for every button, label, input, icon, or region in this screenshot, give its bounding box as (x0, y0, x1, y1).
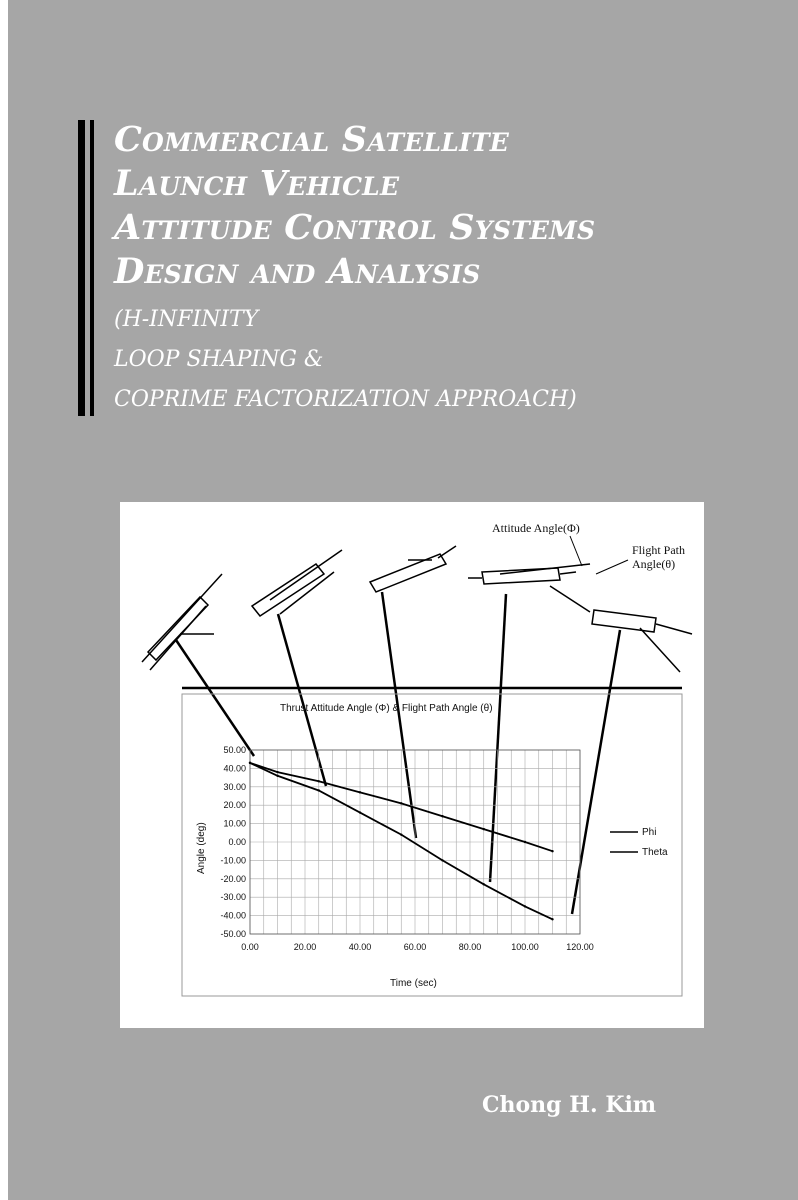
title-line-1: Commercial Satellite (114, 119, 510, 160)
chart-title: Thrust Attitude Angle (Φ) & Flight Path Angle (θ) (280, 703, 493, 714)
rocket-sketches (142, 546, 692, 672)
title-line-3: Attitude Control Systems (114, 207, 596, 248)
y-tick-label: 10.00 (223, 818, 246, 829)
y-tick-label: 40.00 (223, 763, 246, 774)
data-point-phi (524, 841, 526, 843)
flight-path-label-2: Angle(θ) (632, 557, 676, 571)
subtitle-line-1: (H-INFINITY (114, 307, 259, 332)
data-point-phi (359, 791, 361, 793)
y-tick-label: 0.00 (228, 837, 246, 847)
x-tick-label: 0.00 (241, 942, 259, 952)
data-point-phi (400, 802, 402, 804)
y-tick-label: -20.00 (220, 873, 246, 884)
rocket-1 (142, 574, 222, 670)
chart-legend (610, 827, 668, 858)
rocket-3 (370, 546, 456, 592)
attitude-angle-label: Attitude Angle(Φ) (492, 521, 580, 535)
x-axis-label: Time (sec) (390, 978, 437, 989)
rocket-2 (252, 550, 342, 616)
y-tick-labels (220, 745, 246, 939)
trajectory-figure (120, 502, 704, 1028)
legend-theta-label: Theta (642, 847, 668, 858)
x-tick-label: 60.00 (403, 942, 427, 952)
rocket-5 (592, 610, 692, 672)
data-point-phi (483, 828, 485, 830)
x-tick-label: 80.00 (458, 942, 482, 952)
subtitle (114, 300, 794, 420)
author-name: Chong H. Kim (482, 1092, 657, 1118)
data-point-theta (400, 833, 402, 835)
data-point-theta (524, 905, 526, 907)
data-point-theta (441, 859, 443, 861)
subtitle-line-3: COPRIME FACTORIZATION APPROACH) (114, 387, 577, 412)
book-cover (8, 0, 798, 1200)
flight-path-label-1: Flight Path (632, 543, 686, 557)
title-line-2: Launch Vehicle (114, 163, 400, 204)
x-tick-label: 100.00 (511, 942, 539, 952)
title-line-4: Design and Analysis (114, 251, 481, 292)
y-tick-label: -30.00 (220, 892, 246, 903)
x-tick-label: 20.00 (293, 942, 317, 952)
title-block (114, 118, 794, 420)
data-point-phi (441, 815, 443, 817)
data-point-theta (551, 918, 553, 920)
y-tick-label: 20.00 (223, 800, 246, 811)
data-point-theta (359, 811, 361, 813)
data-point-phi (551, 850, 553, 852)
y-tick-label: 30.00 (223, 781, 246, 792)
data-point-phi (276, 771, 278, 773)
data-point-theta (483, 883, 485, 885)
data-point-theta (318, 789, 320, 791)
data-point-theta (249, 762, 251, 764)
x-tick-label: 40.00 (348, 942, 372, 952)
y-axis-label: Angle (deg) (196, 822, 207, 874)
cover-figure (120, 502, 704, 1028)
y-tick-label: -10.00 (220, 855, 246, 866)
legend-phi-label: Phi (642, 827, 657, 838)
rocket-4 (468, 564, 590, 612)
y-tick-label: -40.00 (220, 910, 246, 921)
subtitle-line-2: LOOP SHAPING & (114, 347, 324, 372)
data-point-theta (276, 775, 278, 777)
x-tick-labels (241, 942, 594, 952)
y-tick-label: -50.00 (220, 929, 246, 939)
y-tick-label: 50.00 (223, 745, 246, 755)
data-point-phi (318, 780, 320, 782)
x-tick-label: 120.00 (566, 942, 594, 952)
title-bar-thin (90, 120, 94, 416)
title-bar-thick (78, 120, 85, 416)
